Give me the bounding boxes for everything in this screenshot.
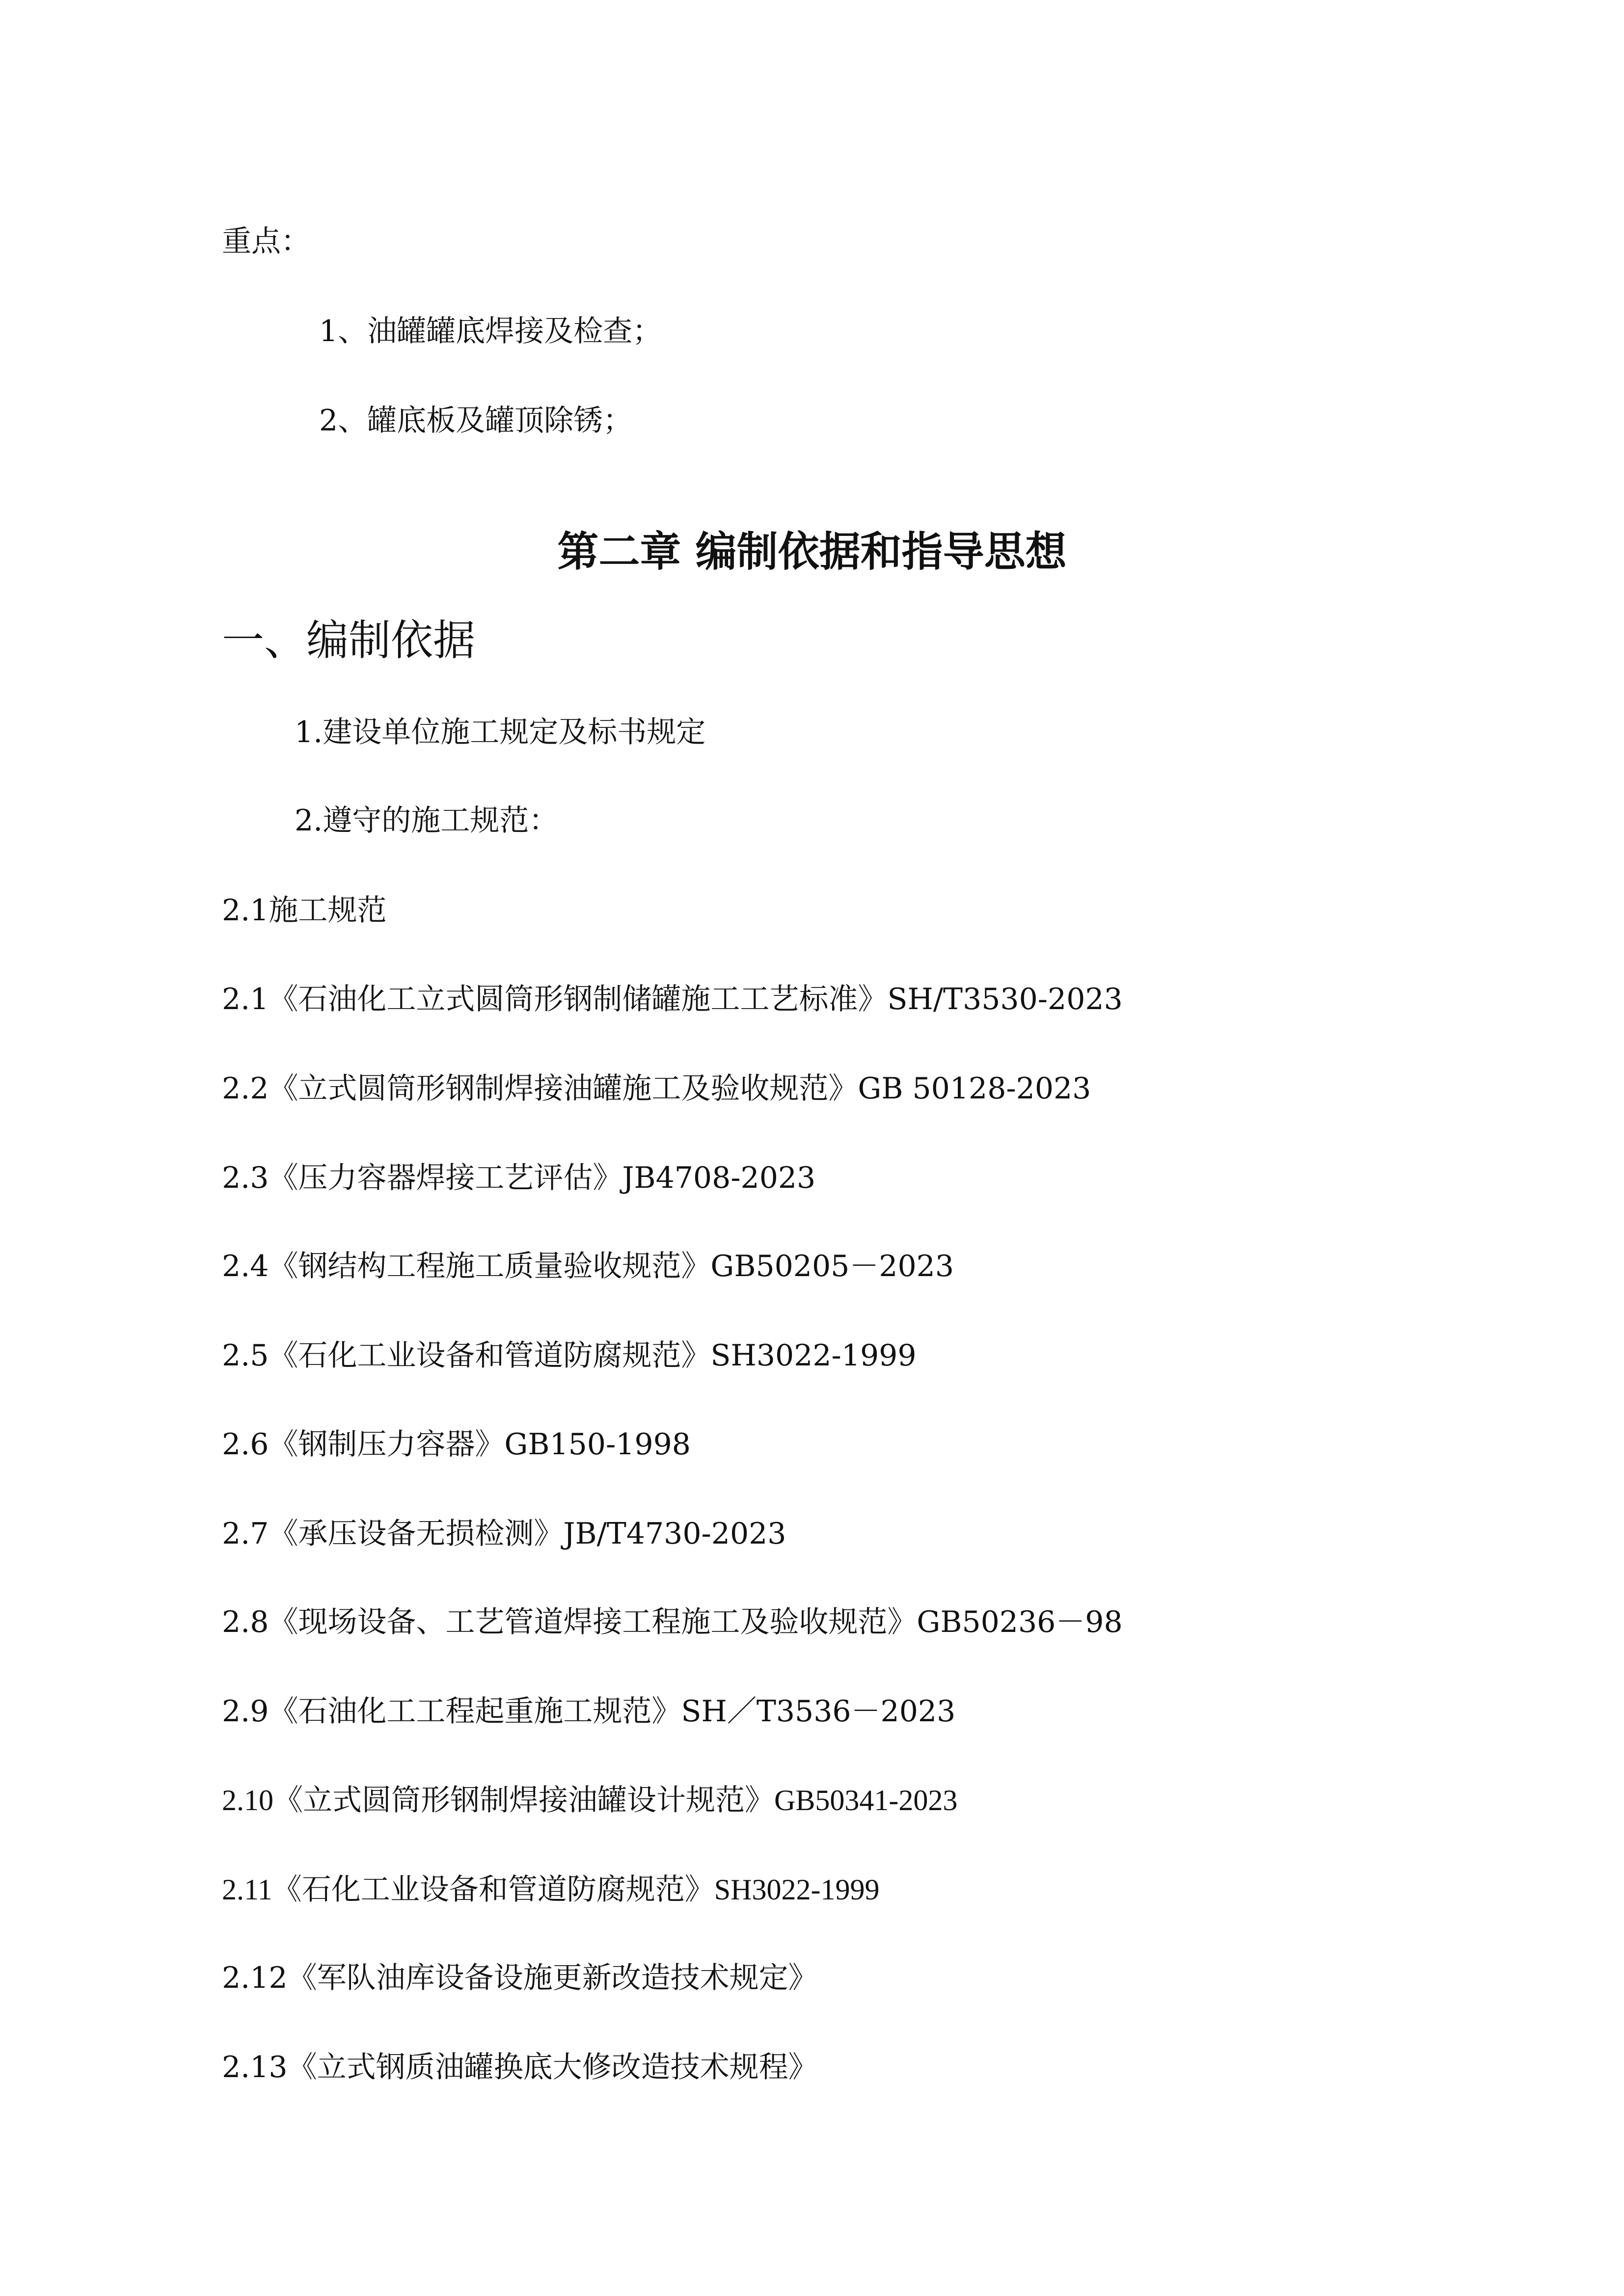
section-title: 一、编制依据 — [222, 616, 475, 665]
standard-item: 2.6《钢制压力容器》GB150-1998 — [222, 1427, 691, 1462]
focus-item-1: 1、油罐罐底焊接及检查； — [319, 314, 662, 348]
standard-item: 2.3《压力容器焊接工艺评估》JB4708-2023 — [222, 1161, 816, 1195]
focus-label: 重点： — [222, 224, 310, 259]
standard-item: 2.5《石化工业设备和管道防腐规范》SH3022-1999 — [222, 1338, 917, 1373]
basis-point-2: 2.遵守的施工规范： — [295, 803, 559, 838]
chapter-title: 第二章 编制依据和指导思想 — [557, 528, 1067, 576]
standard-item: 2.1《石油化工立式圆筒形钢制储罐施工工艺标准》SH/T3530-2023 — [222, 982, 1123, 1016]
subheading-construction-standards: 2.1施工规范 — [222, 893, 387, 928]
standard-item: 2.13《立式钢质油罐换底大修改造技术规程》 — [222, 2050, 818, 2084]
standard-item: 2.4《钢结构工程施工质量验收规范》GB50205－2023 — [222, 1249, 954, 1283]
standard-item: 2.10《立式圆筒形钢制焊接油罐设计规范》GB50341-2023 — [222, 1784, 958, 1816]
basis-point-1: 1.建设单位施工规定及标书规定 — [295, 715, 706, 749]
standard-item: 2.8《现场设备、工艺管道焊接工程施工及验收规范》GB50236－98 — [222, 1605, 1123, 1639]
standard-item: 2.2《立式圆筒形钢制焊接油罐施工及验收规范》GB 50128-2023 — [222, 1071, 1091, 1106]
standard-item: 2.9《石油化工工程起重施工规范》SH／T3536－2023 — [222, 1694, 956, 1729]
standard-item: 2.7《承压设备无损检测》JB/T4730-2023 — [222, 1517, 786, 1551]
standard-item: 2.11《石化工业设备和管道防腐规范》SH3022-1999 — [222, 1873, 880, 1906]
standard-item: 2.12《军队油库设备设施更新改造技术规定》 — [222, 1961, 818, 1995]
focus-item-2: 2、罐底板及罐顶除锈； — [319, 403, 633, 438]
